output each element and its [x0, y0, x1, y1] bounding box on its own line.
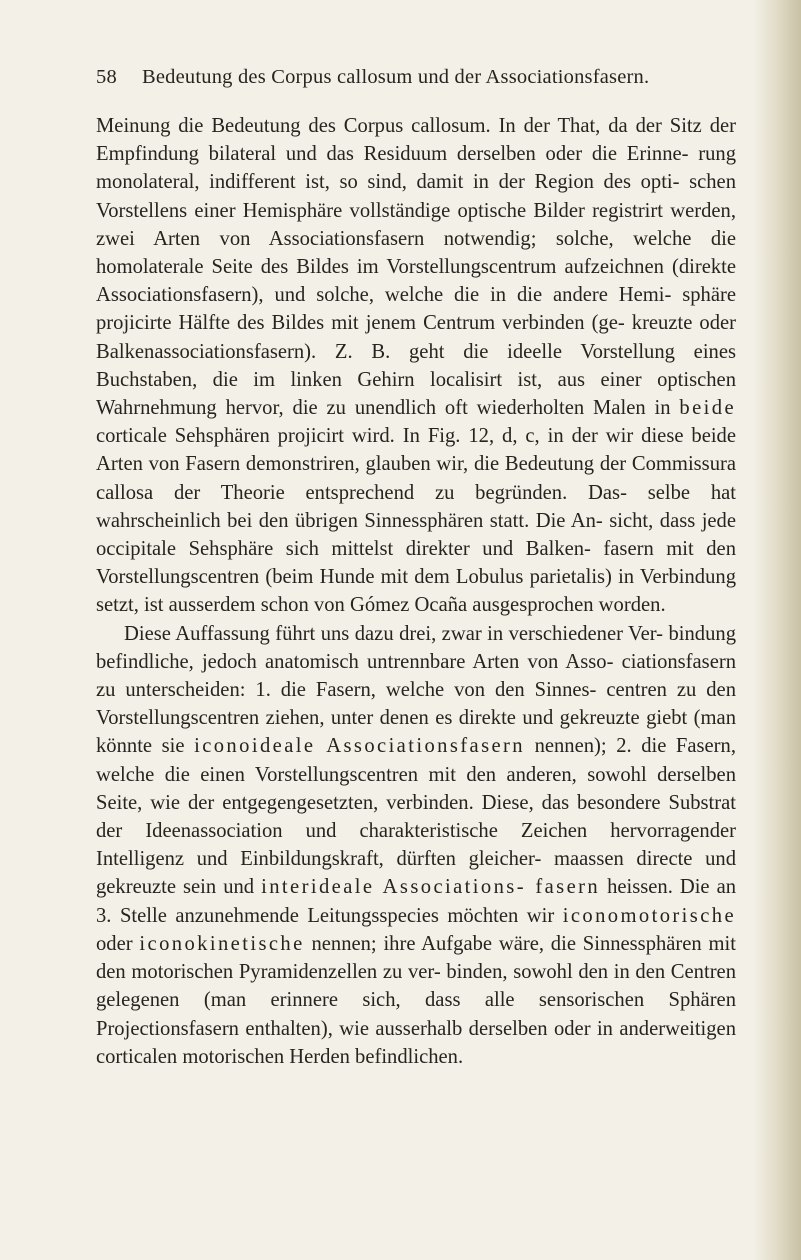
text-run: oder — [96, 932, 140, 955]
text-run: heissen. Die an 3. Stelle anzunehmende Leitungsspecies möchten wir — [96, 876, 737, 927]
text-run: Diese Auffassung führt uns dazu drei, zwar in verschiedener Ver- bindung befindliche, jedoch anatomisch untrennbare Arten von Asso- ciationsfasern zu unterscheiden: 1. die Fasern, welche von den Sinnes- centren zu den Vorstellungscentren ziehen, unter denen es direkte und gekreuzte giebt (man könnte sie — [96, 622, 736, 758]
emphasis-run: beide — [679, 397, 736, 420]
emphasis-run: iconoideale Associationsfasern — [194, 735, 525, 758]
emphasis-run: interideale Associations- fasern — [261, 876, 601, 899]
page-header — [96, 66, 736, 96]
emphasis-run: iconomotorische — [562, 904, 736, 927]
paragraph-1 — [96, 112, 736, 620]
emphasis-run: iconokinetische — [139, 932, 305, 955]
text-run: nennen; ihre Aufgabe wäre, die Sinnessphären mit den motorischen Pyramidenzellen zu ver- binden, sowohl den in den Centren gelegenen (man erinnere sich, dass alle sensorischen Sphären Projectionsfasern enthalten), wie ausserhalb derselben oder in anderweitigen corticalen motorischen Herden befindlichen. — [96, 932, 736, 1068]
body-text — [96, 112, 736, 1071]
text-run: corticale Sehsphären projicirt wird. In Fig. 12, d, c, in der wir diese beide Arten von Fasern demonstriren, glauben wir, die Bedeutung der Commissura callosa der Theorie entsprechend zu begründen. Das- selbe hat wahrscheinlich bei den übrigen Sinnessphären statt. Die An- sicht, dass jede occipitale Sehsphäre sich mittelst direkter und Balken- fasern mit den Vorstellungscentren (beim Hunde mit dem Lobulus parietalis) in Verbindung setzt, ist ausserdem schon von Gómez Ocaña ausgesprochen worden. — [96, 425, 736, 617]
text-run: nennen); 2. die Fasern, welche die einen Vorstellungscentren mit den anderen, sowohl derselben Seite, wie der entgegengesetzten, verbinden. Diese, das besondere Substrat der Ideenassociation und charakteristische Zeichen hervorragender Intelligenz und Einbildungskraft, dürften gleicher- maassen directe und gekreuzte sein und — [96, 735, 736, 899]
text-run: Meinung die Bedeutung des Corpus callosum. In der That, da der Sitz der Empfindung bilateral und das Residuum derselben oder die Erinne- rung monolateral, indifferent ist, so sind, damit in der Region des opti- schen Vorstellens einer Hemisphäre vollständige optische Bilder registrirt werden, zwei Arten von Associationsfasern notwendig; solche, welche die homolaterale Seite des Bildes im Vorstellungscentrum aufzeichnen (direkte Associationsfasern), und solche, welche die in die andere Hemi- sphäre projicirte Hälfte des Bildes mit jenem Centrum verbinden (ge- kreuzte oder Balkenassociationsfasern). Z. B. geht die ideelle Vorstellung eines Buchstaben, die im linken Gehirn localisirt ist, aus einer optischen Wahrnehmung hervor, die zu unendlich oft wiederholten Malen in — [96, 115, 736, 420]
running-title: Bedeutung des Corpus callosum und der Associationsfasern. — [142, 66, 650, 88]
page-edge-shadow — [753, 0, 801, 1260]
page-number: 58 — [96, 66, 117, 88]
paragraph-2 — [96, 620, 736, 1071]
